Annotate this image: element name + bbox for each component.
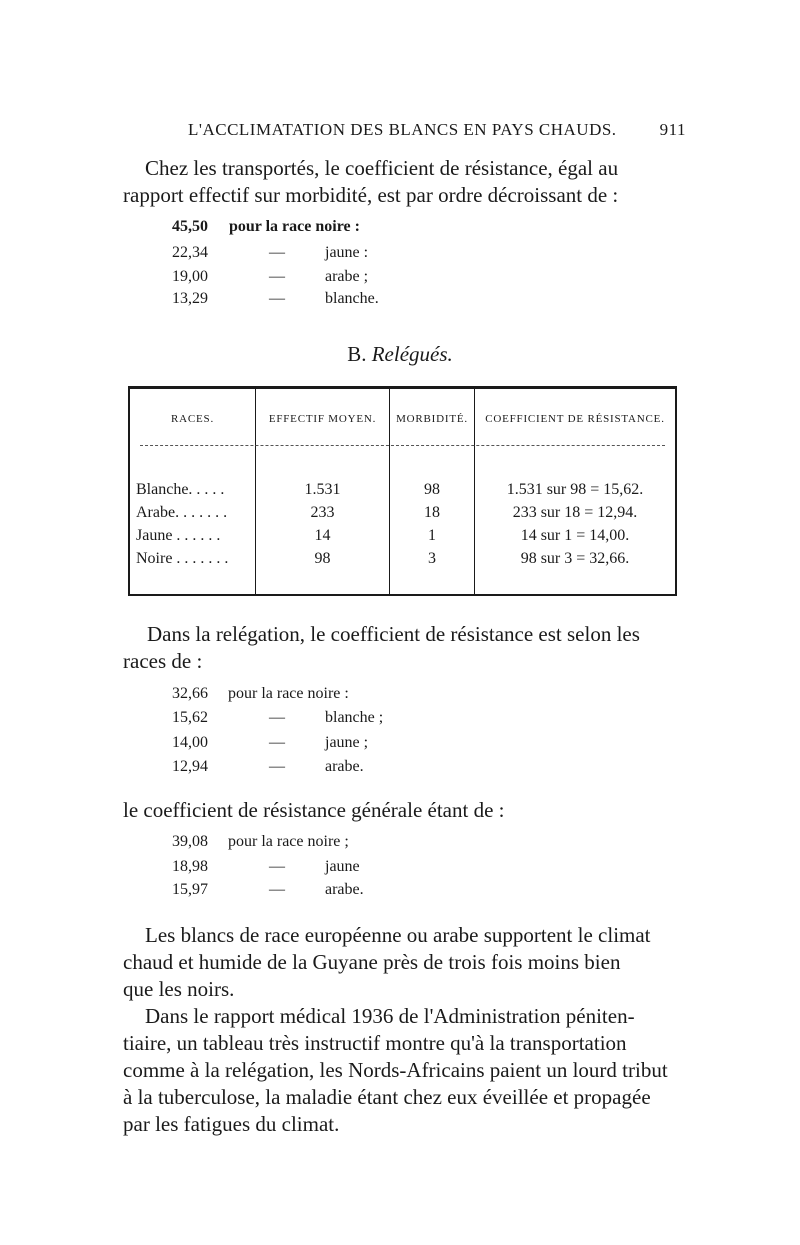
list-race: jaune (325, 858, 360, 875)
paragraph-line: Les blancs de race européenne ou arabe supportent le climat (145, 923, 651, 947)
table-cell-coefficient: 233 sur 18 = 12,94. (512, 504, 638, 521)
list-race: blanche ; (325, 709, 384, 726)
paragraph-line: à la tuberculose, la maladie étant chez eux éveillée et propagée (123, 1085, 651, 1109)
paragraph-line: Chez les transportés, le coefficient de résistance, égal au (145, 156, 619, 180)
table-cell-coefficient: 14 sur 1 = 14,00. (520, 527, 630, 544)
table-header: EFFECTIF MOYEN. (268, 413, 377, 425)
paragraph-line: Dans la relégation, le coefficient de résistance est selon les (147, 622, 640, 646)
paragraph-line: comme à la relégation, les Nords-Africains paient un lourd tribut (123, 1058, 668, 1082)
header-divider (140, 445, 665, 446)
paragraph-line: tiaire, un tableau très instructif montre qu'à la transportation (123, 1031, 627, 1055)
section-name: Relégués. (371, 342, 453, 366)
list-value: 13,29 (172, 290, 208, 307)
list-dash: — (269, 858, 285, 875)
list-value: 19,00 (172, 268, 208, 285)
list-value: 15,97 (172, 881, 208, 898)
list-race: jaune : (325, 244, 369, 261)
paragraph-line: le coefficient de résistance générale étant de : (123, 798, 505, 822)
section-title (0, 342, 800, 367)
table-cell-race: Noire . . . . . . . (136, 550, 229, 567)
data-table (128, 386, 677, 596)
table-cell-effectif: 233 (310, 504, 335, 521)
list-dash: — (269, 758, 285, 775)
list-label: pour la race noire : (229, 218, 360, 235)
list-value: 14,00 (172, 734, 208, 751)
table-cell-race: Jaune . . . . . . (136, 527, 221, 544)
table-header: RACES. (170, 413, 214, 425)
table-cell-race: Arabe. . . . . . . (136, 504, 228, 521)
table-cell-morbidite: 98 (424, 481, 440, 498)
paragraph-line: rapport effectif sur morbidité, est par ordre décroissant de : (123, 183, 619, 207)
list-value: 15,62 (172, 709, 208, 726)
paragraph-line: que les noirs. (123, 977, 235, 1001)
list-race: arabe. (325, 758, 364, 775)
table-cell-effectif: 1.531 (304, 481, 341, 498)
list-value: 12,94 (172, 758, 208, 775)
list-race: blanche. (325, 290, 379, 307)
table-cell-effectif: 14 (314, 527, 331, 544)
table-cell-effectif: 98 (314, 550, 331, 567)
table-cell-coefficient: 1.531 sur 98 = 15,62. (506, 481, 644, 498)
list-value: 39,08 (172, 833, 208, 850)
list-race: arabe ; (325, 268, 369, 285)
list-value: 32,66 (172, 685, 208, 702)
list-race: jaune ; (325, 734, 369, 751)
paragraph-line: par les fatigues du climat. (123, 1112, 340, 1136)
paragraph-line: chaud et humide de la Guyane près de trois fois moins bien (123, 950, 621, 974)
table-header: MORBIDITÉ. (396, 413, 468, 425)
table-cell-morbidite: 3 (428, 550, 436, 567)
list-dash: — (269, 290, 285, 307)
list-value: 18,98 (172, 858, 208, 875)
list-race: arabe. (325, 881, 364, 898)
table-cell-morbidite: 18 (424, 504, 440, 521)
list-value: 22,34 (172, 244, 208, 261)
running-title: L'ACCLIMATATION DES BLANCS EN PAYS CHAUDS. (188, 120, 617, 139)
list-dash: — (269, 734, 285, 751)
list-dash: — (269, 709, 285, 726)
section-letter: B. (347, 342, 367, 366)
list-dash: — (269, 244, 285, 261)
list-dash: — (269, 881, 285, 898)
list-label: pour la race noire ; (228, 833, 349, 850)
paragraph-line: Dans le rapport médical 1936 de l'Administration péniten- (145, 1004, 635, 1028)
table-header: COEFFICIENT DE RÉSISTANCE. (485, 413, 665, 425)
table-cell-race: Blanche. . . . . (136, 481, 225, 498)
list-dash: — (269, 268, 285, 285)
table-cell-coefficient: 98 sur 3 = 32,66. (520, 550, 630, 567)
table-cell-morbidite: 1 (428, 527, 436, 544)
list-value: 45,50 (172, 218, 208, 235)
list-label: pour la race noire : (228, 685, 349, 702)
running-header (188, 120, 686, 140)
page-number: 911 (659, 120, 686, 139)
paragraph-line: races de : (123, 649, 203, 673)
